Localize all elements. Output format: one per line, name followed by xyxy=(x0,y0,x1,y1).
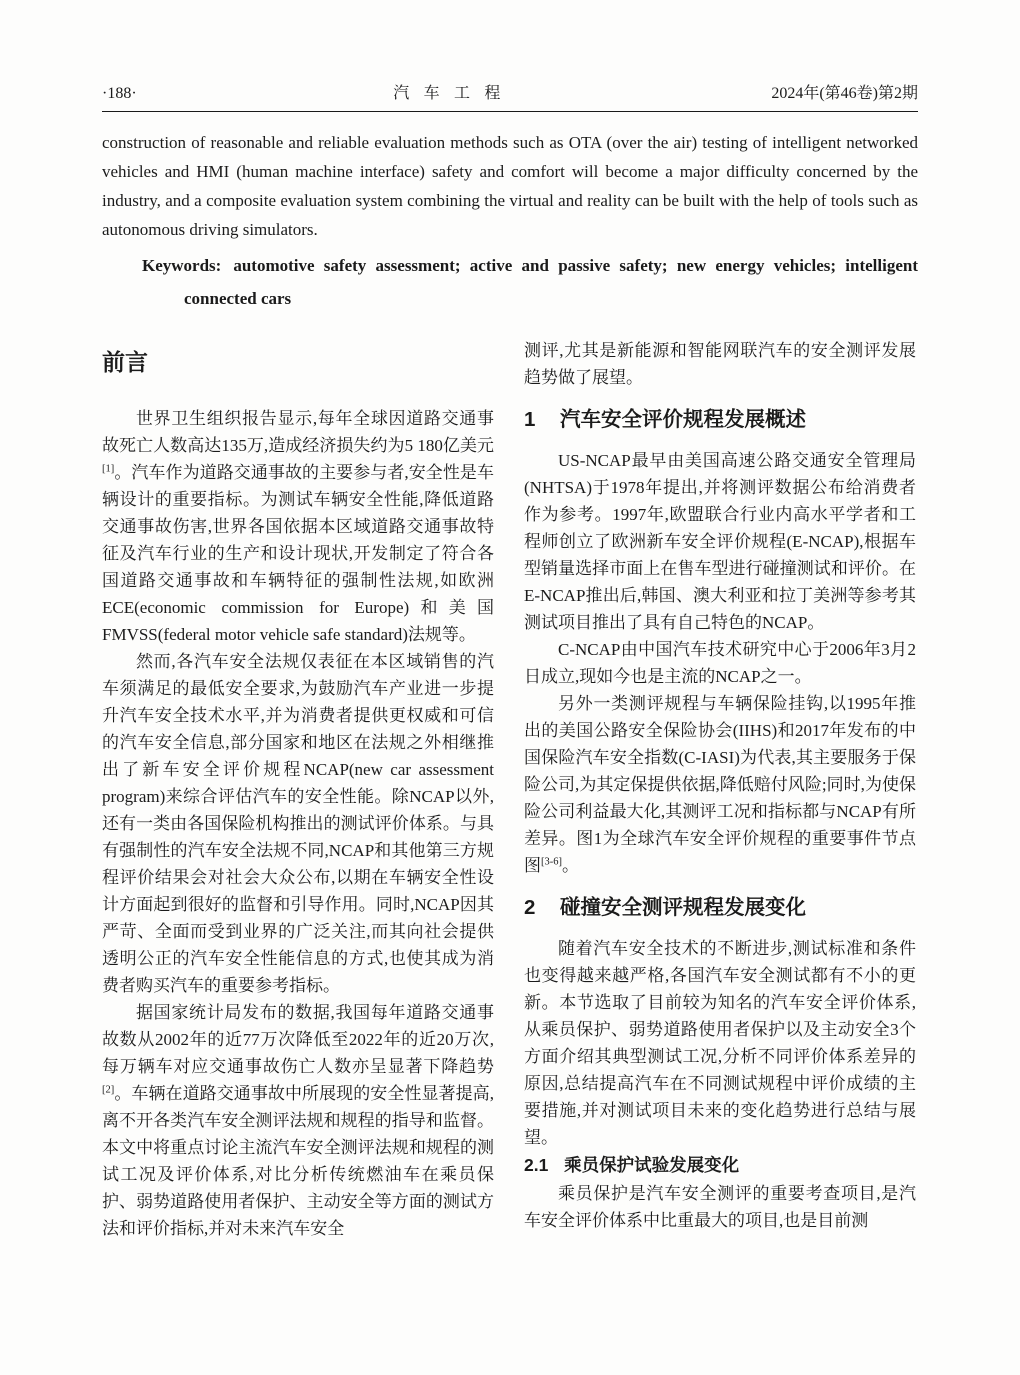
s1p3-text-b: 。 xyxy=(562,856,579,875)
section-1-title: 汽车安全评价规程发展概述 xyxy=(560,408,806,431)
section-1-paragraph-1: US-NCAP最早由美国高速公路交通安全管理局(NHTSA)于1978年提出,并将测评数据公布给消费者作为参考。1997年,欧盟联合行业内高水平学者和工程师创立了欧洲新车安全评价规程(E-NCAP),根据车型销量选择市面上在售车型进行碰撞测试和评价。在E-NCAP推出后,韩国、澳大利亚和拉丁美洲等参考其测试项目推出了具有自己特色的NCAP。 xyxy=(524,451,916,632)
section-1-number: 1 xyxy=(524,408,536,431)
section-2-number: 2 xyxy=(524,896,536,919)
intro-p1-text-b: 。汽车作为道路交通事故的主要参与者,安全性是车辆设计的重要指标。为测试车辆安全性能,降低道路交通事故伤害,世界各国依据本区域道路交通事故特征及汽车行业的生产和设计现状,开发制定了符合各国道路交通事故和车辆特征的强制性法规,如欧洲ECE(economic commission for Europe)和美国FMVSS(federal motor vehicle safe standard)法规等。 xyxy=(102,463,494,644)
section-2-1-heading xyxy=(524,1152,916,1179)
intro-paragraph-1 xyxy=(102,405,494,648)
citation-ref-3-6: [3-6] xyxy=(541,856,562,868)
right-column xyxy=(524,337,916,1242)
intro-p1-text-a: 世界卫生组织报告显示,每年全球因道路交通事故死亡人数高达135万,造成经济损失约为5 180亿美元 xyxy=(102,409,494,455)
left-column xyxy=(102,337,494,1242)
intro-p3-text-b: 。车辆在道路交通事故中所展现的安全性显著提高,离不开各类汽车安全测评法规和规程的指导和监督。本文中将重点讨论主流汽车安全测评法规和规程的测试工况及评价体系,对比分析传统燃油车在乘员保护、弱势道路使用者保护、主动安全等方面的测试方法和评价指标,并对未来汽车安全 xyxy=(102,1084,494,1238)
keywords-label: Keywords: xyxy=(142,256,222,275)
two-column-body xyxy=(102,337,918,1242)
citation-ref-2: [2] xyxy=(102,1084,115,1096)
journal-header xyxy=(102,84,918,104)
section-1-paragraph-3 xyxy=(524,690,916,879)
intro-heading: 前言 xyxy=(102,349,148,375)
s1p3-text-a: 另外一类测评规程与车辆保险挂钩,以1995年推出的美国公路安全保险协会(IIHS)和2017年发布的中国保险汽车安全指数(C-IASI)为代表,其主要服务于保险公司,为其定保提供依据,降低赔付风险;同时,为使保险公司利益最大化,其测评工况和指标都与NCAP有所差异。图1为全球汽车安全评价规程的重要事件节点图 xyxy=(524,694,916,875)
section-2-heading xyxy=(524,894,916,922)
section-2-paragraph-1: 随着汽车安全技术的不断进步,测试标准和条件也变得越来越严格,各国汽车安全测试都有不小的更新。本节选取了目前较为知名的汽车安全评价体系,从乘员保护、弱势道路使用者保护以及主动安全3个方面介绍其典型测试工况,分析不同评价体系差异的原因,总结提高汽车在不同测试规程中评价成绩的主要措施,并对测试项目未来的变化趋势进行总结与展望。 xyxy=(524,939,916,1147)
page-number: ·188· xyxy=(102,85,137,102)
section-2-1-paragraph-1: 乘员保护是汽车安全测评的重要考查项目,是汽车安全评价体系中比重最大的项目,也是目前测 xyxy=(524,1184,916,1230)
section-2-1-title: 乘员保护试验发展变化 xyxy=(564,1155,740,1175)
intro-paragraph-2: 然而,各汽车安全法规仅表征在本区域销售的汽车须满足的最低安全要求,为鼓励汽车产业进一步提升汽车安全技术水平,并为消费者提供更权威和可信的汽车安全信息,部分国家和地区在法规之外相继推出了新车安全评价规程NCAP(new car assessment program)来综合评估汽车的安全性能。除NCAP以外,还有一类由各国保险机构推出的测试评价体系。与具有强制性的汽车安全法规不同,NCAP和其他第三方规程评价结果会对社会大众公布,以期在车辆安全性设计方面起到很好的监督和引导作用。同时,NCAP因其严苛、全面而受到业界的广泛关注,而其向社会提供透明公正的汽车安全性能信息的方式,也使其成为消费者购买汽车的重要参考指标。 xyxy=(102,652,494,995)
journal-title: 汽车工程 xyxy=(393,85,515,102)
section-1-heading xyxy=(524,406,916,434)
intro-paragraph-3 xyxy=(102,999,494,1242)
intro-p3-text-a: 据国家统计局发布的数据,我国每年道路交通事故数从2002年的近77万次降低至2022年的近20万次,每万辆车对应交通事故伤亡人数亦呈显著下降趋势 xyxy=(102,1003,494,1076)
keywords-text: automotive safety assessment; active and passive safety; new energy vehicles; intelligent connected cars xyxy=(184,256,918,308)
section-1-paragraph-2: C-NCAP由中国汽车技术研究中心于2006年3月2日成立,现如今也是主流的NCAP之一。 xyxy=(524,640,916,686)
continuation-paragraph: 测评,尤其是新能源和智能网联汽车的安全测评发展趋势做了展望。 xyxy=(524,341,916,387)
header-rule xyxy=(102,111,918,112)
citation-ref-1: [1] xyxy=(102,463,115,475)
keywords-line xyxy=(142,249,918,315)
issue-info: 2024年(第46卷)第2期 xyxy=(771,85,918,102)
section-2-1-number: 2.1 xyxy=(524,1155,549,1175)
english-abstract-continuation: construction of reasonable and reliable evaluation methods such as OTA (over the air) testing of intelligent networked vehicles and HMI (human machine interface) safety and comfort will become a major difficulty concerned by the industry, and a composite evaluation system combining the virtual and reality can be built with the help of tools such as autonomous driving simulators. xyxy=(102,133,918,239)
section-2-title: 碰撞安全测评规程发展变化 xyxy=(560,896,806,919)
